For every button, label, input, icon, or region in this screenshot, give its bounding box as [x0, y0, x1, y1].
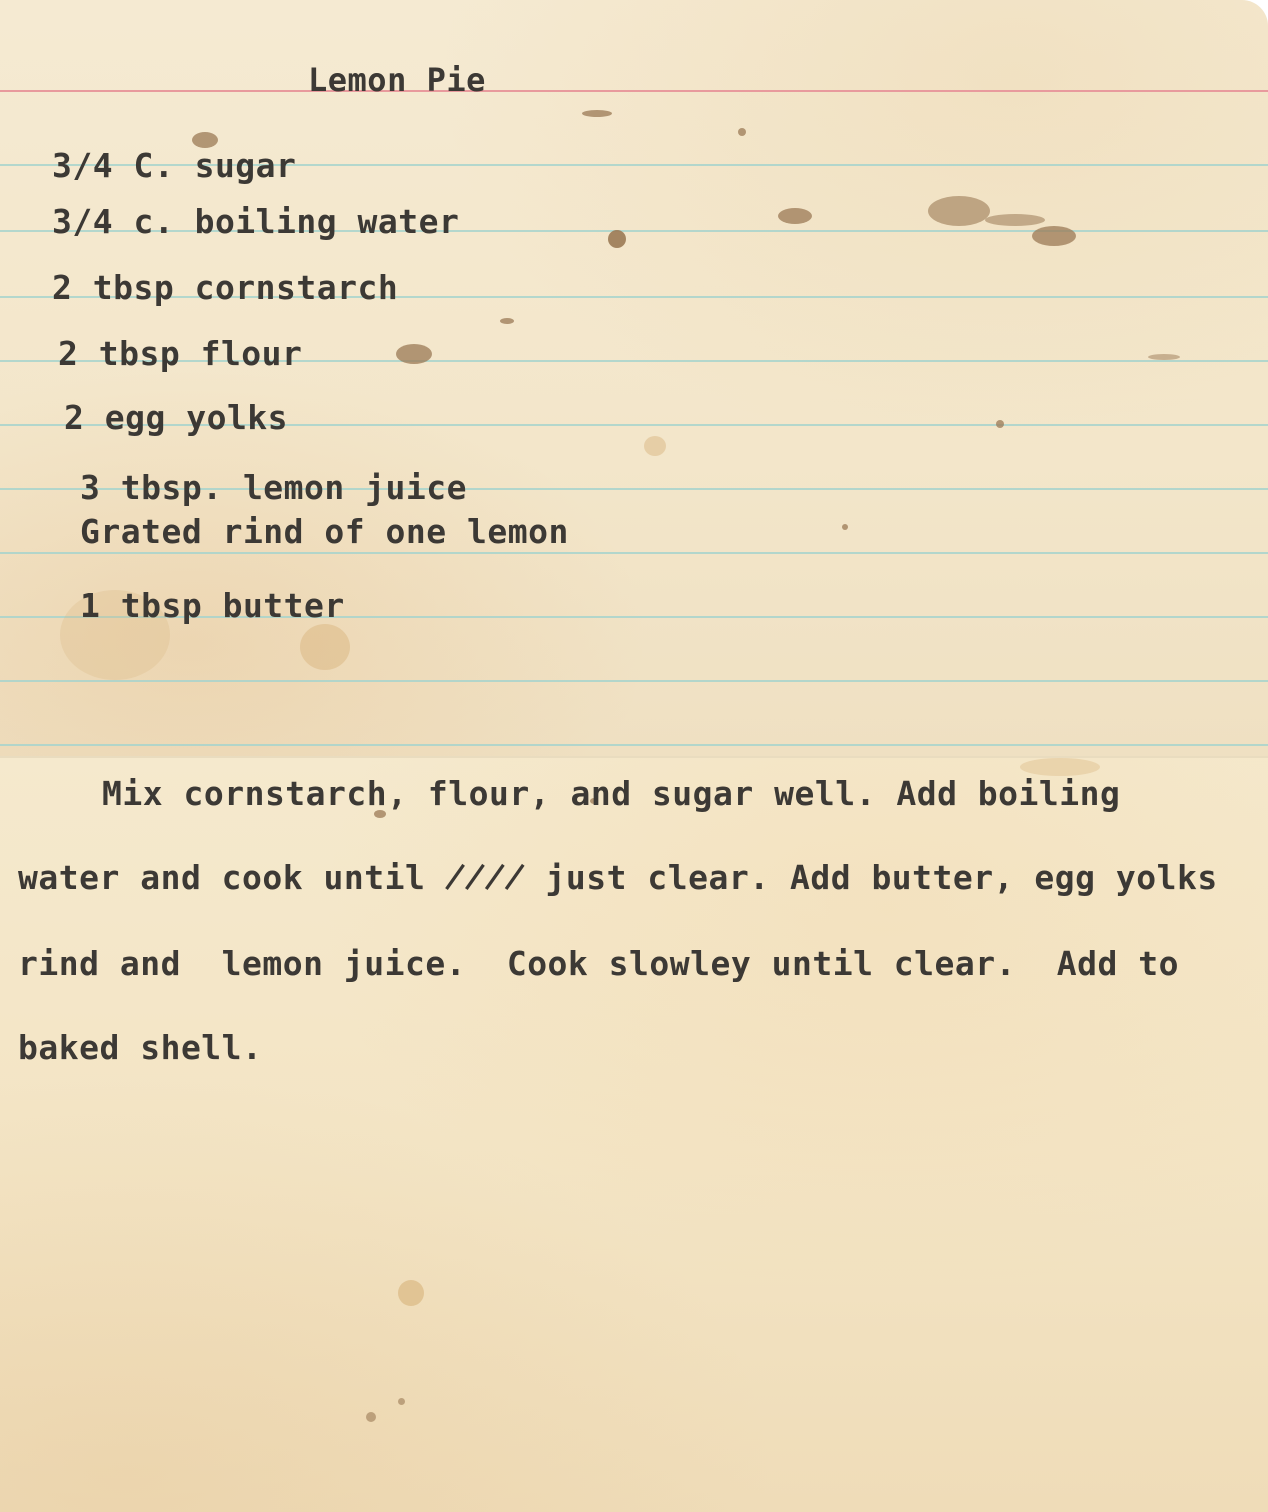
- stain-mark: [778, 208, 812, 224]
- card-back: [0, 758, 1268, 1512]
- stain-mark: [582, 110, 612, 117]
- ruled-line: [0, 680, 1268, 682]
- stain-mark: [738, 128, 746, 136]
- instruction-line: rind and lemon juice. Cook slowley until clear. Add to: [18, 944, 1179, 983]
- stain-mark: [366, 1412, 376, 1422]
- ingredient-line: Grated rind of one lemon: [80, 512, 569, 551]
- ingredient-line: 1 tbsp butter: [80, 586, 345, 625]
- ingredient-line: 2 tbsp cornstarch: [52, 268, 399, 307]
- ingredient-line: 3/4 C. sugar: [52, 146, 297, 185]
- stain-mark: [985, 214, 1045, 226]
- instruction-line: Mix cornstarch, flour, and sugar well. Add boiling: [102, 774, 1121, 813]
- header-rule: [0, 90, 1268, 92]
- ruled-line: [0, 552, 1268, 554]
- stain-mark: [398, 1398, 405, 1405]
- stain-mark: [608, 230, 626, 248]
- recipe-title: Lemon Pie: [308, 61, 486, 99]
- stain-mark: [644, 436, 666, 456]
- stain-mark: [396, 344, 432, 364]
- ingredient-line: 3 tbsp. lemon juice: [80, 468, 467, 507]
- stain-mark: [1148, 354, 1180, 360]
- ingredient-line: 2 tbsp flour: [58, 334, 303, 373]
- stain-mark: [996, 420, 1004, 428]
- stain-mark: [1032, 226, 1076, 246]
- ingredient-line: 2 egg yolks: [64, 398, 289, 437]
- instruction-line: baked shell.: [18, 1028, 263, 1067]
- instruction-line: water and cook until ̸̸̸̸ just clear. Add butter, egg yolks: [18, 858, 1218, 897]
- stain-mark: [500, 318, 514, 324]
- stain-mark: [300, 624, 350, 670]
- stain-mark: [928, 196, 990, 226]
- stain-mark: [398, 1280, 424, 1306]
- ruled-line: [0, 744, 1268, 746]
- ingredient-line: 3/4 c. boiling water: [52, 202, 460, 241]
- stain-mark: [842, 524, 848, 530]
